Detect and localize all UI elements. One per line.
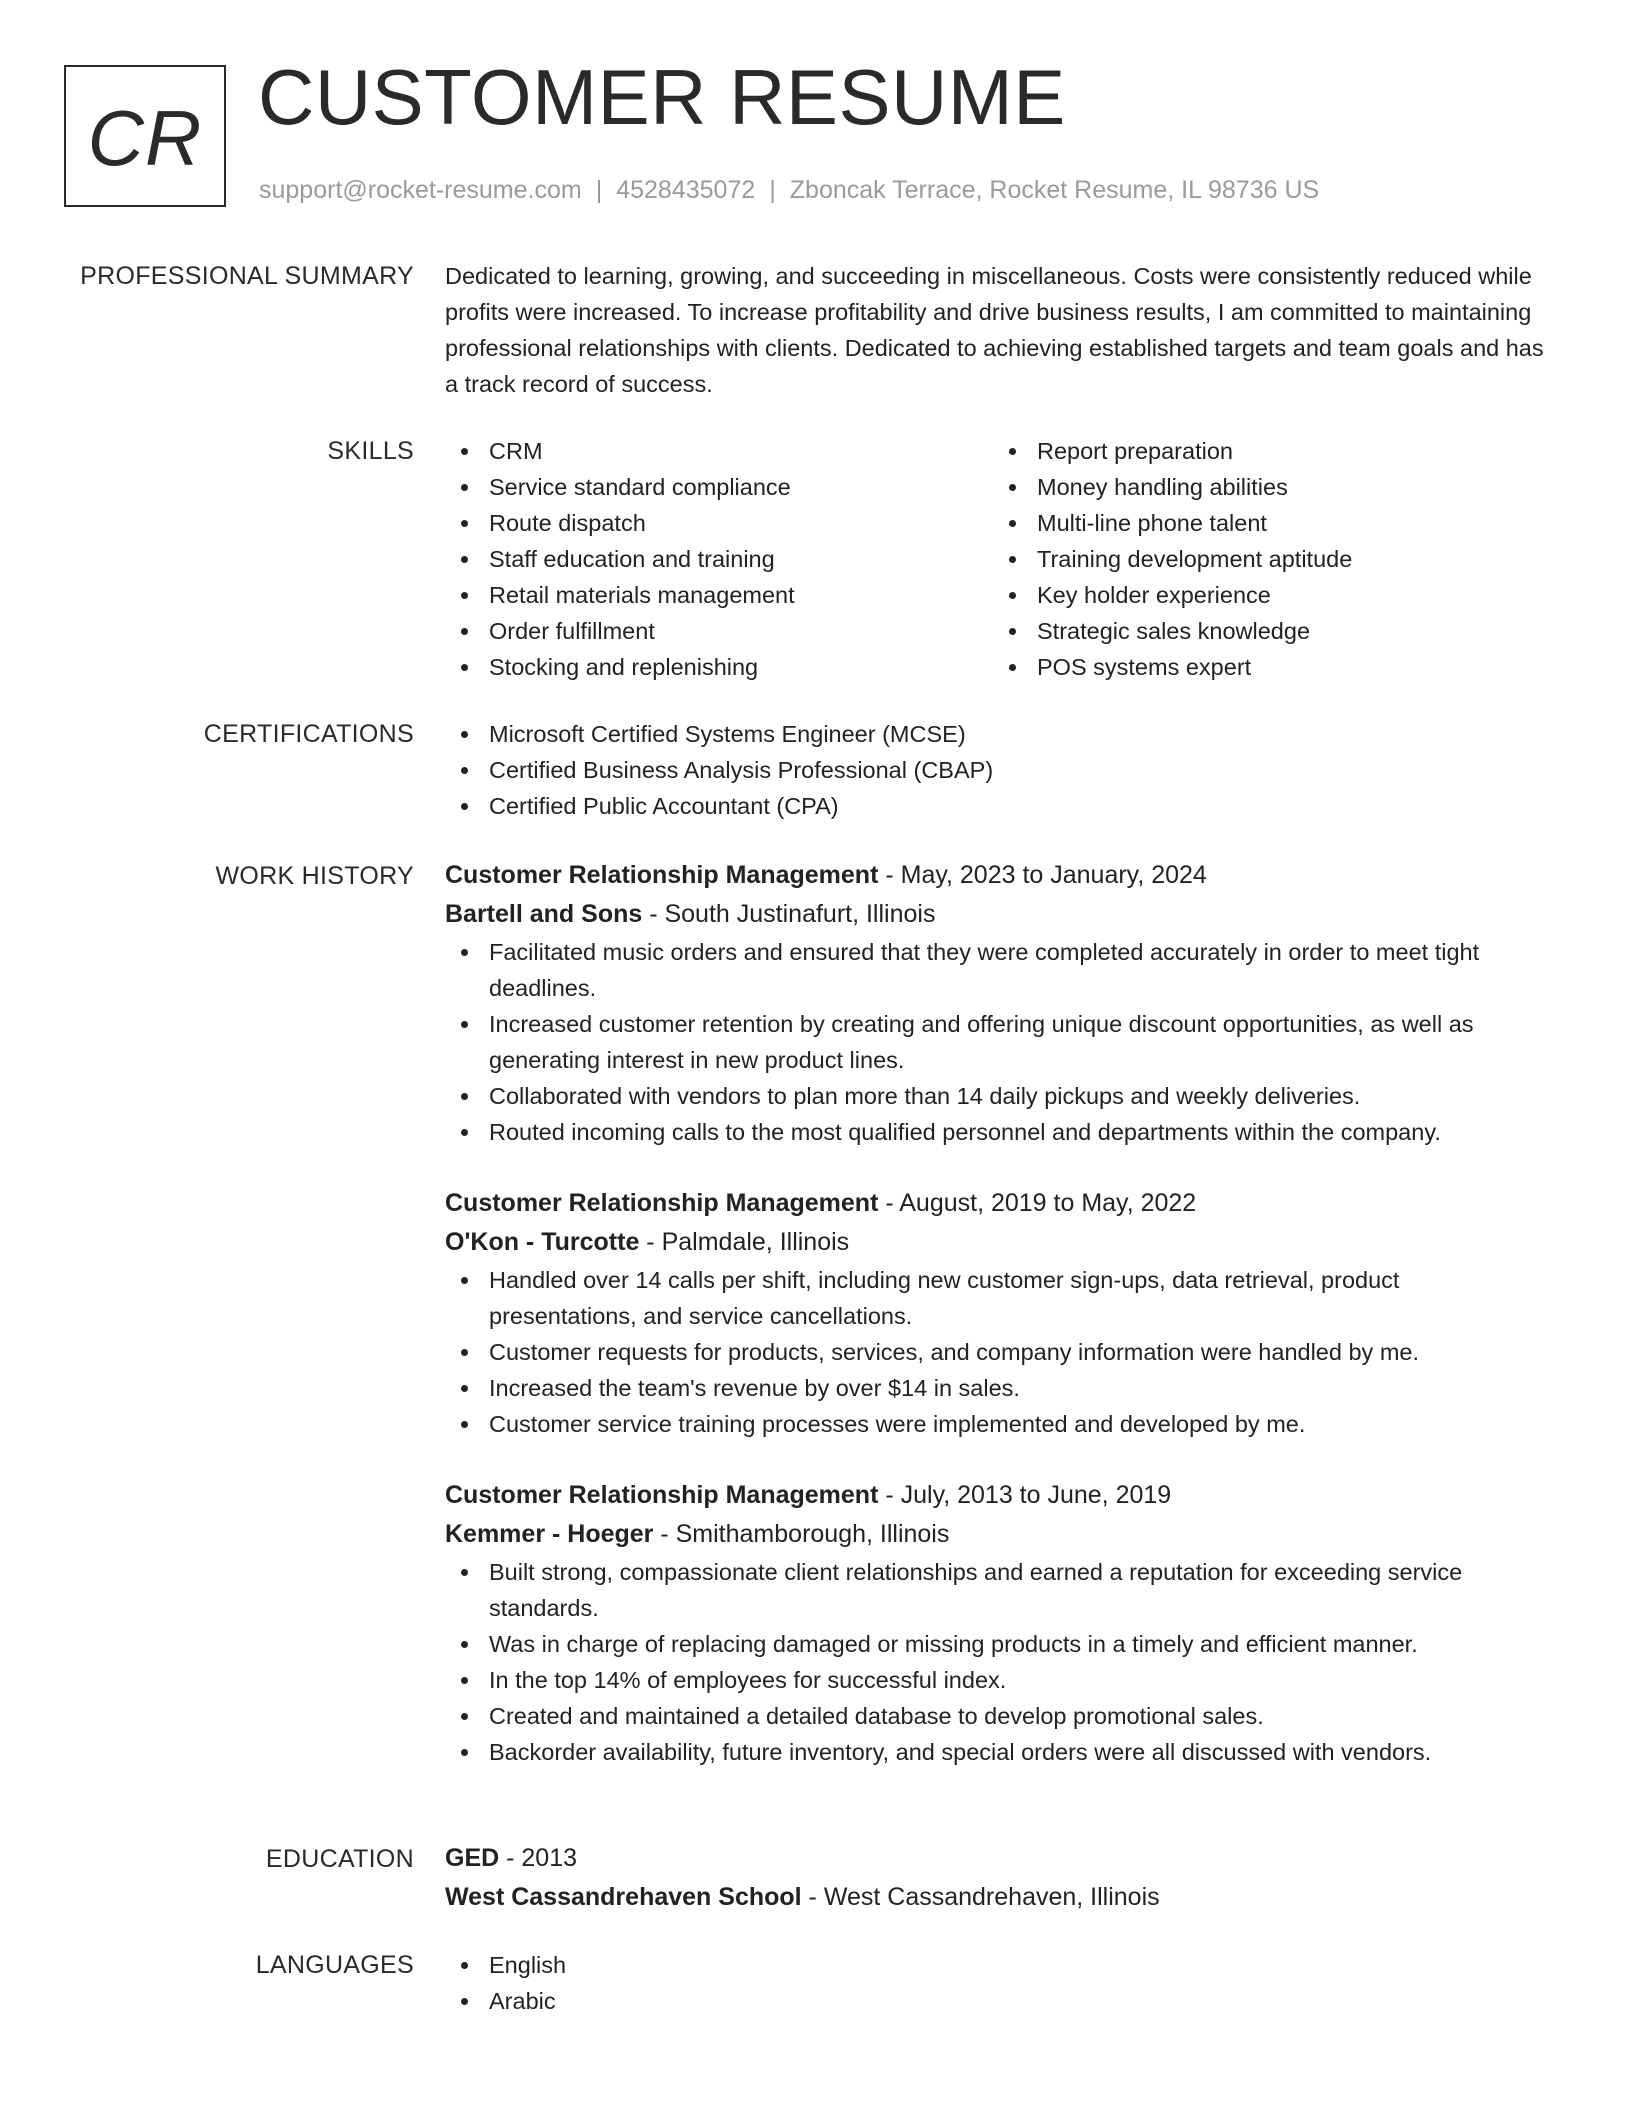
job-location: - Smithamborough, Illinois — [653, 1520, 950, 1548]
skill-item: Strategic sales knowledge — [993, 613, 1541, 649]
skill-item: Order fulfillment — [445, 613, 993, 649]
skill-item: Money handling abilities — [993, 469, 1541, 505]
languages-list — [445, 1947, 1545, 2019]
summary-body — [445, 258, 1545, 402]
language-item: Arabic — [445, 1983, 1545, 2019]
job-company-line — [445, 1223, 1545, 1262]
job-title-line — [445, 856, 1545, 895]
section-title-certifications: CERTIFICATIONS — [203, 720, 414, 748]
education-school-line — [445, 1878, 1545, 1917]
job-role: Customer Relationship Management — [445, 861, 879, 889]
contact-address: Zboncak Terrace, Rocket Resume, IL 98736 US — [789, 176, 1320, 204]
job-bullet: Facilitated music orders and ensured that they were completed accurately in order to meet tight deadlines. — [445, 934, 1545, 1006]
job-bullet: Customer requests for products, services, and company information were handled by me. — [445, 1334, 1545, 1370]
education-body — [445, 1839, 1545, 1917]
skill-item: Retail materials management — [445, 577, 993, 613]
contact-line — [259, 175, 1319, 205]
skill-item: Staff education and training — [445, 541, 993, 577]
section-title-languages: LANGUAGES — [255, 1951, 414, 1979]
contact-separator: | — [595, 176, 603, 204]
job-bullet: Increased customer retention by creating and offering unique discount opportunities, as well as generating interest in new product lines. — [445, 1006, 1545, 1078]
skills-list-right — [993, 433, 1541, 685]
job-bullet: Built strong, compassionate client relationships and earned a reputation for exceeding service standards. — [445, 1554, 1545, 1626]
job-bullet: Increased the team's revenue by over $14 in sales. — [445, 1370, 1545, 1406]
job-entry — [445, 1476, 1545, 1770]
skills-list-left — [445, 433, 993, 685]
work-history-body — [445, 856, 1545, 1804]
certifications-body — [445, 716, 1545, 824]
job-dates: - August, 2019 to May, 2022 — [878, 1189, 1197, 1217]
skill-item: Training development aptitude — [993, 541, 1541, 577]
section-title-education: EDUCATION — [265, 1845, 414, 1873]
job-company: O'Kon - Turcotte — [445, 1228, 640, 1256]
job-entry — [445, 1184, 1545, 1442]
certification-item: Certified Public Accountant (CPA) — [445, 788, 1545, 824]
job-bullet: Collaborated with vendors to plan more than 14 daily pickups and weekly deliveries. — [445, 1078, 1545, 1114]
job-company-line — [445, 895, 1545, 934]
languages-body — [445, 1947, 1545, 2019]
contact-email[interactable]: support@rocket-resume.com — [259, 176, 582, 204]
skill-item: Route dispatch — [445, 505, 993, 541]
skills-body — [445, 433, 1545, 685]
job-location: - Palmdale, Illinois — [639, 1228, 850, 1256]
monogram-box — [64, 65, 226, 207]
job-entry — [445, 856, 1545, 1150]
job-title-line — [445, 1184, 1545, 1223]
contact-phone[interactable]: 4528435072 — [616, 176, 756, 204]
job-bullet: Handled over 14 calls per shift, including new customer sign-ups, data retrieval, product presentations, and service cancellations. — [445, 1262, 1545, 1334]
job-bullet-list — [445, 1262, 1545, 1442]
certifications-list — [445, 716, 1545, 824]
job-company-line — [445, 1515, 1545, 1554]
job-location: - South Justinafurt, Illinois — [642, 900, 936, 928]
skill-item: Report preparation — [993, 433, 1541, 469]
skill-item: Multi-line phone talent — [993, 505, 1541, 541]
job-title-line — [445, 1476, 1545, 1515]
summary-text: Dedicated to learning, growing, and succeeding in miscellaneous. Costs were consistently reduced while profits were increased. To increase profitability and drive business results, I am committed to maintaining professional relationships with clients. Dedicated to achieving established targets and team goals and has a track record of success. — [445, 263, 1544, 397]
job-bullet: Backorder availability, future inventory, and special orders were all discussed with vendors. — [445, 1734, 1545, 1770]
job-bullet-list — [445, 1554, 1545, 1770]
education-school: West Cassandrehaven School — [445, 1883, 802, 1911]
monogram-initials: CR — [87, 93, 203, 182]
job-bullet: Created and maintained a detailed database to develop promotional sales. — [445, 1698, 1545, 1734]
certification-item: Certified Business Analysis Professional (CBAP) — [445, 752, 1545, 788]
section-title-skills: SKILLS — [327, 437, 414, 465]
job-dates: - July, 2013 to June, 2019 — [878, 1481, 1172, 1509]
skill-item: POS systems expert — [993, 649, 1541, 685]
job-company: Kemmer - Hoeger — [445, 1520, 654, 1548]
job-bullet: Customer service training processes were implemented and developed by me. — [445, 1406, 1545, 1442]
skill-item: Stocking and replenishing — [445, 649, 993, 685]
job-bullet: Was in charge of replacing damaged or missing products in a timely and efficient manner. — [445, 1626, 1545, 1662]
job-bullet-list — [445, 934, 1545, 1150]
job-dates: - May, 2023 to January, 2024 — [878, 861, 1207, 889]
skill-item: Service standard compliance — [445, 469, 993, 505]
education-degree-line — [445, 1839, 1545, 1878]
education-year: - 2013 — [499, 1844, 578, 1872]
certification-item: Microsoft Certified Systems Engineer (MCSE) — [445, 716, 1545, 752]
language-item: English — [445, 1947, 1545, 1983]
education-degree: GED — [445, 1844, 500, 1872]
job-role: Customer Relationship Management — [445, 1481, 879, 1509]
job-role: Customer Relationship Management — [445, 1189, 879, 1217]
contact-separator: | — [769, 176, 776, 204]
skill-item: CRM — [445, 433, 993, 469]
job-bullet: Routed incoming calls to the most qualified personnel and departments within the company. — [445, 1114, 1545, 1150]
section-title-summary: PROFESSIONAL SUMMARY — [80, 262, 414, 290]
resume-name: CUSTOMER RESUME — [258, 53, 1066, 141]
job-bullet: In the top 14% of employees for successful index. — [445, 1662, 1545, 1698]
skill-item: Key holder experience — [993, 577, 1541, 613]
job-company: Bartell and Sons — [445, 900, 643, 928]
section-title-work-history: WORK HISTORY — [215, 862, 414, 890]
education-location: - West Cassandrehaven, Illinois — [801, 1883, 1160, 1911]
